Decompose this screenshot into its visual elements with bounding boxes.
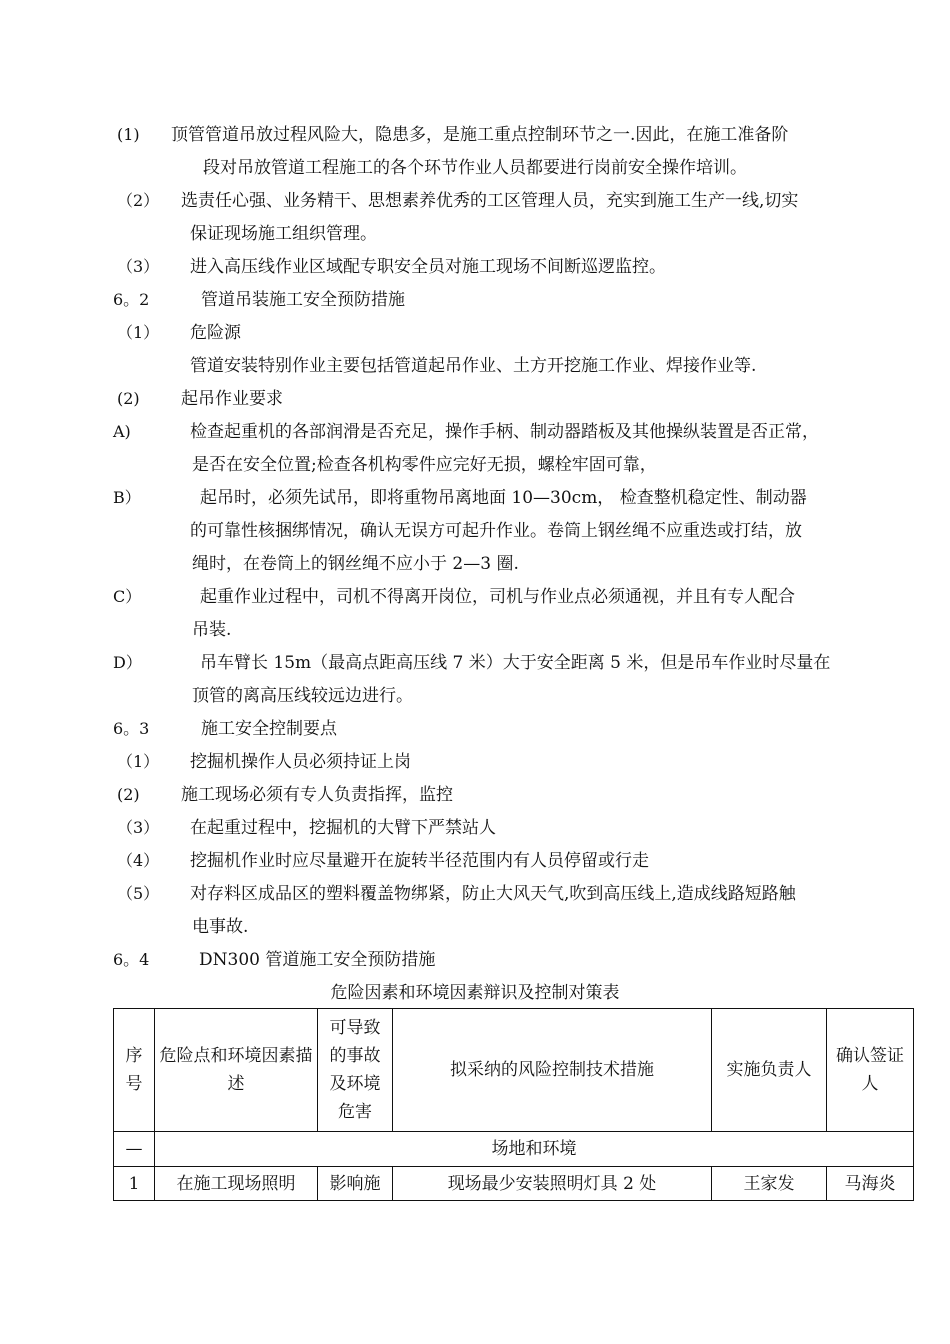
section-number: 6。4	[113, 950, 150, 969]
paragraph-line: 绳时，在卷筒上的钢丝绳不应小于 2—3 圈.	[192, 554, 519, 574]
item-label: B）	[113, 488, 141, 507]
paragraph-line: 是否在安全位置;检查各机构零件应完好无损，螺栓牢固可靠，	[192, 455, 657, 475]
table-cell: 王家发	[712, 1167, 827, 1201]
risk-control-table	[113, 1008, 914, 1201]
item-label: （1）	[117, 752, 160, 771]
paragraph-line: 在起重过程中，挖掘机的大臂下严禁站人	[190, 818, 496, 838]
item-label: (2)	[117, 389, 140, 408]
header-possible-accident: 可导致的事故及环境危害	[318, 1009, 393, 1132]
section-number: 6。2	[113, 290, 150, 309]
table-caption: 危险因素和环境因素辩识及控制对策表	[330, 983, 620, 1003]
header-index: 序号	[114, 1009, 155, 1132]
paragraph-line: 管道安装特别作业主要包括管道起吊作业、土方开挖施工作业、焊接作业等.	[190, 356, 757, 376]
item-label: （4）	[117, 851, 160, 870]
item-label: (1)	[117, 125, 140, 144]
paragraph-line: 进入高压线作业区域配专职安全员对施工现场不间断巡逻监控。	[190, 257, 666, 277]
paragraph-line: 对存料区成品区的塑料覆盖物绑紧，防止大风天气,吹到高压线上,造成线路短路触	[190, 884, 796, 904]
table-cell: 在施工现场照明	[155, 1167, 318, 1201]
item-label: C）	[113, 587, 142, 606]
paragraph-line: 起重作业过程中，司机不得离开岗位，司机与作业点必须通视，并且有专人配合	[200, 587, 795, 607]
paragraph-line: 挖掘机作业时应尽量避开在旋转半径范围内有人员停留或行走	[190, 851, 649, 871]
table-cell: 影响施	[318, 1167, 393, 1201]
item-label: A)	[113, 422, 131, 441]
table-cell: 现场最少安装照明灯具 2 处	[393, 1167, 712, 1201]
header-control-measures: 拟采纳的风险控制技术措施	[393, 1009, 712, 1132]
item-label: （3）	[117, 818, 160, 837]
paragraph-line: 保证现场施工组织管理。	[190, 224, 377, 244]
paragraph-line: 选责任心强、业务精干、思想素养优秀的工区管理人员，充实到施工生产一线,切实	[181, 191, 799, 211]
section-heading: DN300 管道施工安全预防措施	[199, 950, 436, 970]
item-label: （3）	[117, 257, 160, 276]
item-label: （1）	[117, 323, 160, 342]
paragraph-line: 挖掘机操作人员必须持证上岗	[190, 752, 411, 772]
table-row	[114, 1167, 914, 1201]
table-section-row	[114, 1132, 914, 1167]
item-label: （5）	[117, 884, 160, 903]
item-label: D）	[113, 653, 142, 672]
section-number: 6。3	[113, 719, 150, 738]
paragraph-line: 顶管管道吊放过程风险大，隐患多，是施工重点控制环节之一.因此，在施工准备阶	[171, 125, 789, 145]
table-header-row	[114, 1009, 914, 1132]
header-confirming-person: 确认签证人	[827, 1009, 914, 1132]
paragraph-line: 吊车臂长 15m（最高点距高压线 7 米）大于安全距离 5 米，但是吊车作业时尽量在	[200, 653, 831, 673]
header-responsible-person: 实施负责人	[712, 1009, 827, 1132]
table-cell: 马海炎	[827, 1167, 914, 1201]
section-index: —	[114, 1132, 155, 1167]
paragraph-line: 的可靠性核捆绑情况，确认无误方可起升作业。卷筒上钢丝绳不应重迭或打结，放	[190, 521, 802, 541]
paragraph-line: 吊装.	[192, 620, 232, 640]
paragraph-line: 施工现场必须有专人负责指挥，监控	[181, 785, 453, 805]
paragraph-line: 段对吊放管道工程施工的各个环节作业人员都要进行岗前安全操作培训。	[203, 158, 747, 178]
item-label: (2)	[117, 785, 140, 804]
header-hazard-description: 危险点和环境因素描述	[155, 1009, 318, 1132]
section-heading: 施工安全控制要点	[201, 719, 337, 739]
paragraph-line: 检查起重机的各部润滑是否充足，操作手柄、制动器踏板及其他操纵装置是否正常，	[190, 422, 819, 442]
table-cell: 1	[114, 1167, 155, 1201]
section-title: 场地和环境	[155, 1132, 914, 1167]
section-heading: 管道吊装施工安全预防措施	[201, 290, 405, 310]
item-label: （2）	[117, 191, 160, 210]
paragraph-line: 顶管的离高压线较远边进行。	[192, 686, 413, 706]
paragraph-line: 起吊作业要求	[181, 389, 283, 409]
paragraph-line: 危险源	[190, 323, 241, 343]
paragraph-line: 电事故.	[192, 917, 249, 937]
paragraph-line: 起吊时，必须先试吊，即将重物吊离地面 10—30cm， 检查整机稳定性、制动器	[200, 488, 807, 508]
